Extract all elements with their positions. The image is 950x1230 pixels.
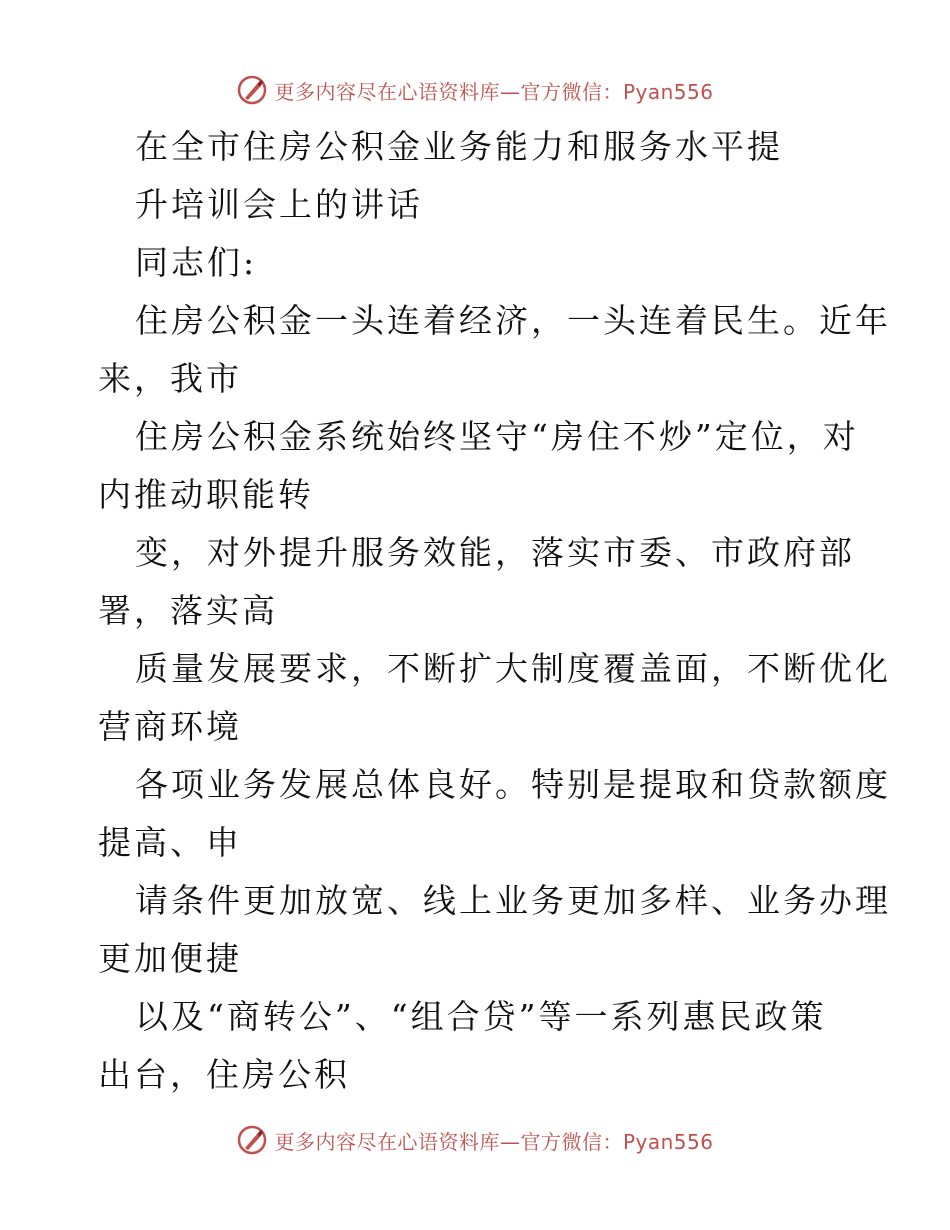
- paragraph-line: 署，落实高: [98, 591, 278, 630]
- paragraph-line: 变，对外提升服务效能，落实市委、市政府部: [135, 533, 855, 572]
- pen-logo-icon: [236, 74, 268, 106]
- paragraph-line: 出台，住房公积: [98, 1055, 350, 1094]
- watermark-text: 更多内容尽在心语资料库—官方微信：Pyan556: [274, 79, 714, 104]
- paragraph-line: 提高、申: [98, 823, 242, 862]
- paragraph-line: 质量发展要求，不断扩大制度覆盖面，不断优化: [135, 649, 891, 688]
- paragraph-line: 内推动职能转: [98, 475, 314, 514]
- title-line: 在全市住房公积金业务能力和服务水平提: [135, 127, 783, 166]
- paragraph-line: 请条件更加放宽、线上业务更加多样、业务办理: [135, 881, 891, 920]
- footer-watermark: [0, 1120, 950, 1160]
- document-body: [98, 118, 891, 1104]
- paragraph-line: 住房公积金一头连着经济，一头连着民生。近年: [135, 301, 891, 340]
- paragraph-line: 住房公积金系统始终坚守“房住不炒”定位，对: [135, 417, 859, 456]
- paragraph-line: 营商环境: [98, 707, 242, 746]
- pen-logo-icon: [236, 1124, 268, 1156]
- paragraph-line: 各项业务发展总体良好。特别是提取和贷款额度: [135, 765, 891, 804]
- paragraph-line: 来，我市: [98, 359, 242, 398]
- salutation: 同志们:: [135, 243, 258, 282]
- header-watermark: [0, 70, 950, 110]
- paragraph-line: 更加便捷: [98, 939, 242, 978]
- watermark-text: 更多内容尽在心语资料库—官方微信：Pyan556: [274, 1129, 714, 1154]
- paragraph-line: 以及“商转公”、“组合贷”等一系列惠民政策: [135, 997, 827, 1036]
- title-line: 升培训会上的讲话: [135, 185, 423, 224]
